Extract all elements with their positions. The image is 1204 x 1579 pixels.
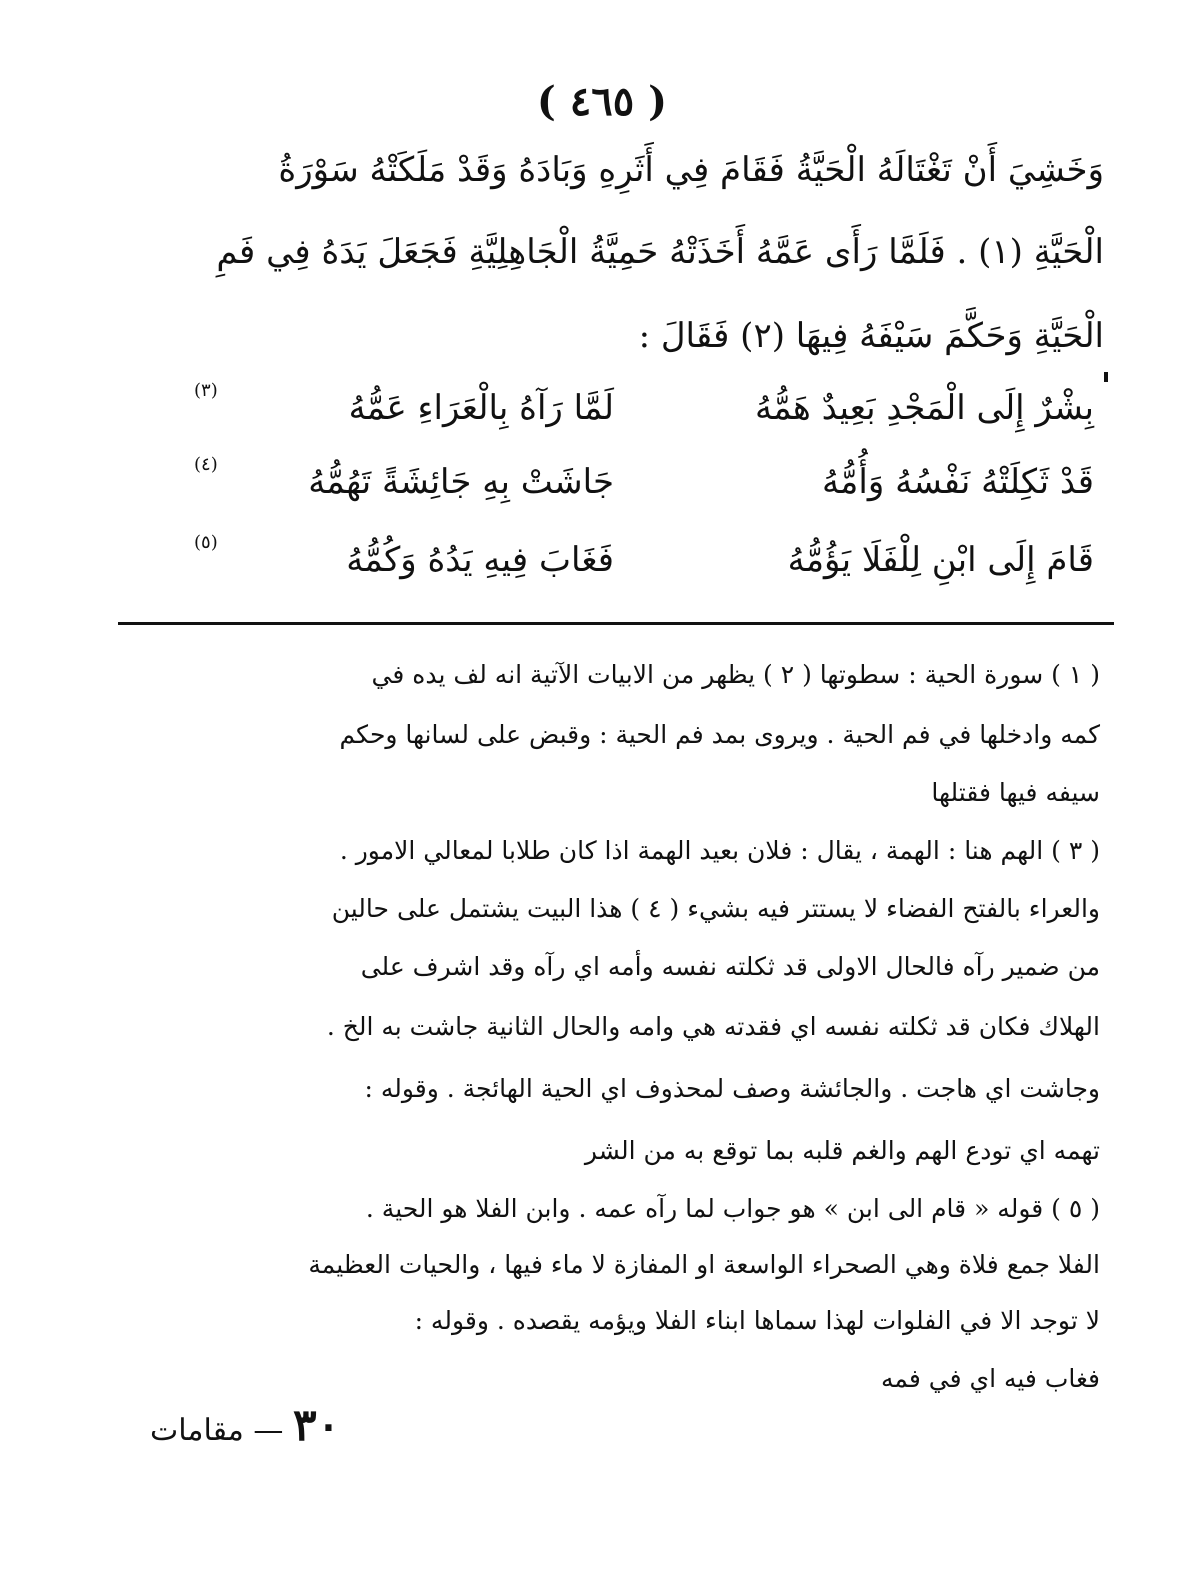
footnote-line: الهلاك فكان قد ثكلته نفسه اي فقدته هي وامه والحال الثانية جاشت به الخ . (326, 1012, 1100, 1041)
footnote-line: سيفه فيها فقتلها (931, 778, 1100, 807)
footer-dash: — (253, 1413, 284, 1448)
signature-number: ٣٠ (292, 1400, 341, 1451)
footnote-line: ( ٥ ) قوله « قام الى ابن » هو جواب لما رآه عمه . وابن الفلا هو الحية . (365, 1194, 1100, 1223)
verse-second-hemistich: لَمَّا رَآهُ بِالْعَرَاءِ عَمُّهُ (348, 388, 614, 428)
footnote-divider (118, 622, 1114, 625)
verse-first-hemistich: قَامَ إِلَى ابْنِ لِلْفَلَا يَؤُمُّهُ (787, 540, 1094, 580)
main-text-line-1: وَخَشِيَ أَنْ تَغْتَالَهُ الْحَيَّةُ فَقَامَ فِي أَثَرِهِ وَبَادَهُ وَقَدْ مَلَكَتْهُ سَوْرَةُ (278, 150, 1104, 190)
footnote-line: الفلا جمع فلاة وهي الصحراء الواسعة او المفازة لا ماء فيها ، والحيات العظيمة (308, 1250, 1100, 1279)
verse-second-hemistich: فَغَابَ فِيهِ يَدُهُ وَكُمُّهُ (346, 540, 614, 580)
book-title: مقامات (150, 1413, 244, 1448)
footnote-line: ( ٣ ) الهم هنا : الهمة ، يقال : فلان بعيد الهمة اذا كان طلابا لمعالي الامور . (339, 836, 1100, 865)
verse-second-hemistich: جَاشَتْ بِهِ جَائِشَةً تَهُمُّهُ (308, 462, 614, 502)
footnote-ref: (٣) (194, 380, 218, 401)
footnote-ref: (٤) (194, 454, 218, 475)
signature-footer (150, 1400, 340, 1451)
margin-mark (1104, 372, 1108, 382)
main-text-line-2: الْحَيَّةِ (١) . فَلَمَّا رَأَى عَمَّهُ أَخَذَتْهُ حَمِيَّةُ الْجَاهِلِيَّةِ فَجَعَلَ يَدَهُ فِي فَمِ (216, 232, 1104, 272)
main-text-line-3: الْحَيَّةِ وَحَكَّمَ سَيْفَهُ فِيهَا (٢) فَقَالَ : (638, 316, 1104, 356)
footnote-line: من ضمير رآه فالحال الاولى قد ثكلته نفسه وأمه اي رآه وقد اشرف على (360, 952, 1100, 981)
footnote-line: كمه وادخلها في فم الحية . ويروى بمد فم الحية : وقبض على لسانها وحكم (339, 720, 1100, 749)
verse-1 (194, 380, 1094, 458)
footnote-line: ( ١ ) سورة الحية : سطوتها ( ٢ ) يظهر من الابيات الآتية انه لف يده في (371, 660, 1100, 689)
verse-2 (194, 454, 1094, 532)
page-number: ( ٤٦٥ ) (536, 78, 668, 125)
verse-3 (194, 532, 1094, 610)
footnote-ref: (٥) (194, 532, 218, 553)
footnote-line: والعراء بالفتح الفضاء لا يستتر فيه بشيء ( ٤ ) هذا البيت يشتمل على حالين (331, 894, 1100, 923)
footnote-line: لا توجد الا في الفلوات لهذا سماها ابناء الفلا ويؤمه يقصده . وقوله : (414, 1306, 1100, 1335)
verse-first-hemistich: بِشْرٌ إِلَى الْمَجْدِ بَعِيدٌ هَمُّهُ (755, 388, 1094, 428)
footnote-line: فغاب فيه اي في فمه (881, 1364, 1100, 1393)
footnote-line: تهمه اي تودع الهم والغم قلبه بما توقع به من الشر (584, 1136, 1100, 1165)
footnote-line: وجاشت اي هاجت . والجائشة وصف لمحذوف اي الحية الهائجة . وقوله : (364, 1074, 1100, 1103)
verse-first-hemistich: قَدْ ثَكِلَتْهُ نَفْسُهُ وَأُمُّهُ (821, 462, 1094, 502)
